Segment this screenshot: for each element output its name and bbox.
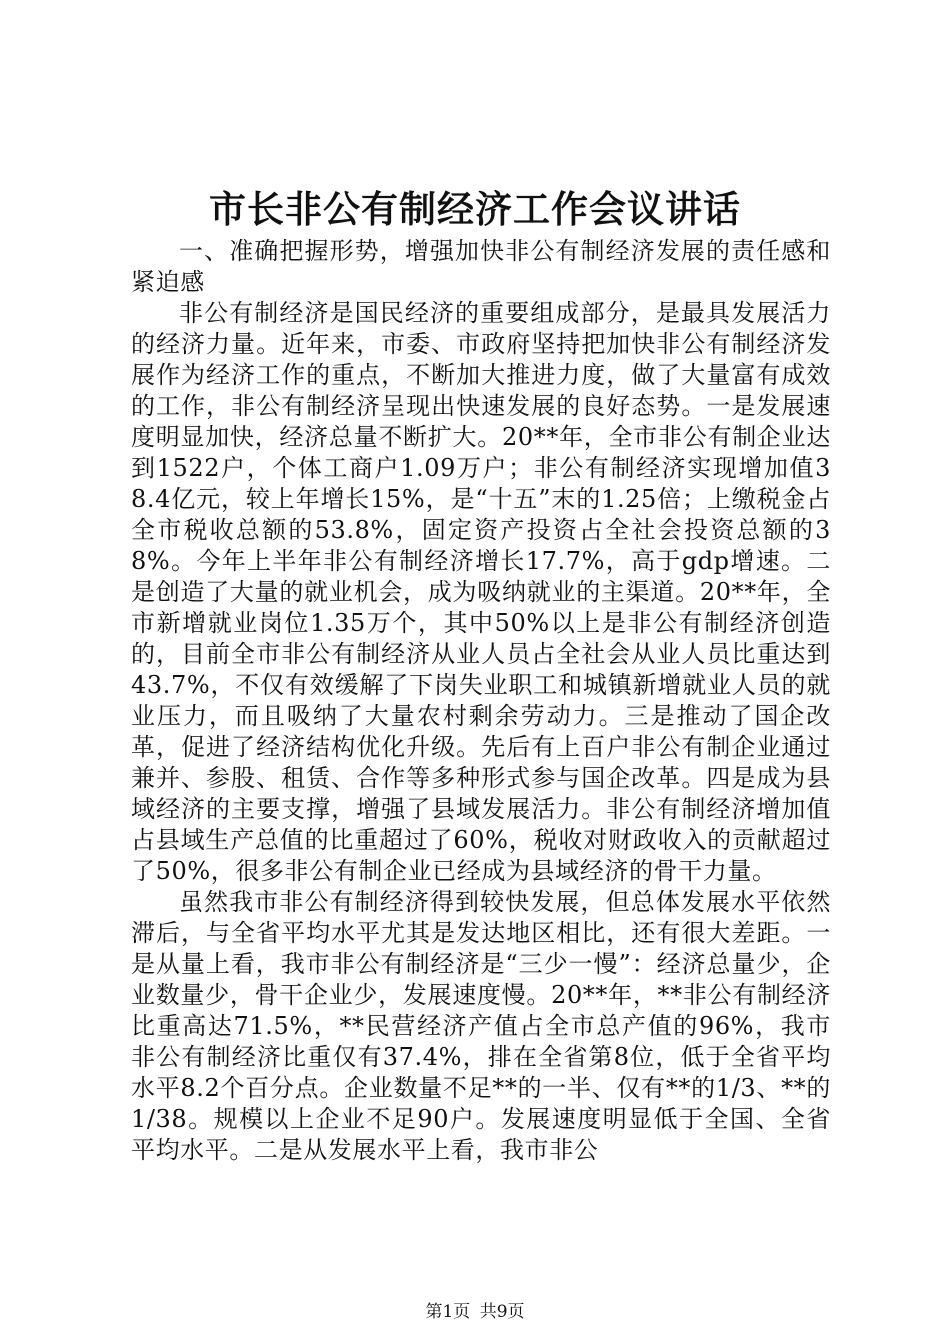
page-total: 共9页 (479, 1302, 525, 1322)
body-paragraph: 虽然我市非公有制经济得到较快发展，但总体发展水平依然滞后，与全省平均水平尤其是发达地区相比，还有很大差距。一是从量上看，我市非公有制经济是“三少一慢”：经济总量少，企业数量少，骨干企业少，发展速度慢。20**年，**非公有制经济比重高达71.5%，**民营经济产值占全市总产值的96%，我市非公有制经济比重仅有37.4%，排在全省第8位，低于全省平均水平8.2个百分点。企业数量不足**的一半、仅有**的1/3、**的1/38。规模以上企业不足90户。发展速度明显低于全国、全省平均水平。二是从发展水平上看，我市非公 (131, 888, 831, 1164)
document-title: 市长非公有制经济工作会议讲话 (209, 187, 741, 231)
document-body (131, 236, 831, 1166)
body-paragraph: 非公有制经济是国民经济的重要组成部分，是最具发展活力的经济力量。近年来，市委、市政府坚持把加快非公有制经济发展作为经济工作的重点，不断加大推进力度，做了大量富有成效的工作，非公有制经济呈现出快速发展的良好态势。一是发展速度明显加快，经济总量不断扩大。20**年，全市非公有制企业达到1522户，个体工商户1.09万户；非公有制经济实现增加值38.4亿元，较上年增长15%，是“十五”末的1.25倍；上缴税金占全市税收总额的53.8%，固定资产投资占全社会投资总额的38%。今年上半年非公有制经济增长17.7%，高于gdp增速。二是创造了大量的就业机会，成为吸纳就业的主渠道。20**年，全市新增就业岗位1.35万个，其中50%以上是非公有制经济创造的，目前全市非公有制经济从业人员占全社会从业人员比重达到43.7%，不仅有效缓解了下岗失业职工和城镇新增就业人员的就业压力，而且吸纳了大量农村剩余劳动力。三是推动了国企改革，促进了经济结构优化升级。先后有上百户非公有制企业通过兼并、参股、租赁、合作等多种形式参与国企改革。四是成为县域经济的主要支撑，增强了县域发展活力。非公有制经济增加值占县域生产总值的比重超过了60%，税收对财政收入的贡献超过了50%，很多非公有制企业已经成为县域经济的骨干力量。 (131, 299, 831, 885)
page-number: 第1页 (425, 1302, 471, 1322)
page-footer (0, 1301, 950, 1323)
section-heading: 一、准确把握形势，增强加快非公有制经济发展的责任感和紧迫感 (131, 237, 831, 296)
